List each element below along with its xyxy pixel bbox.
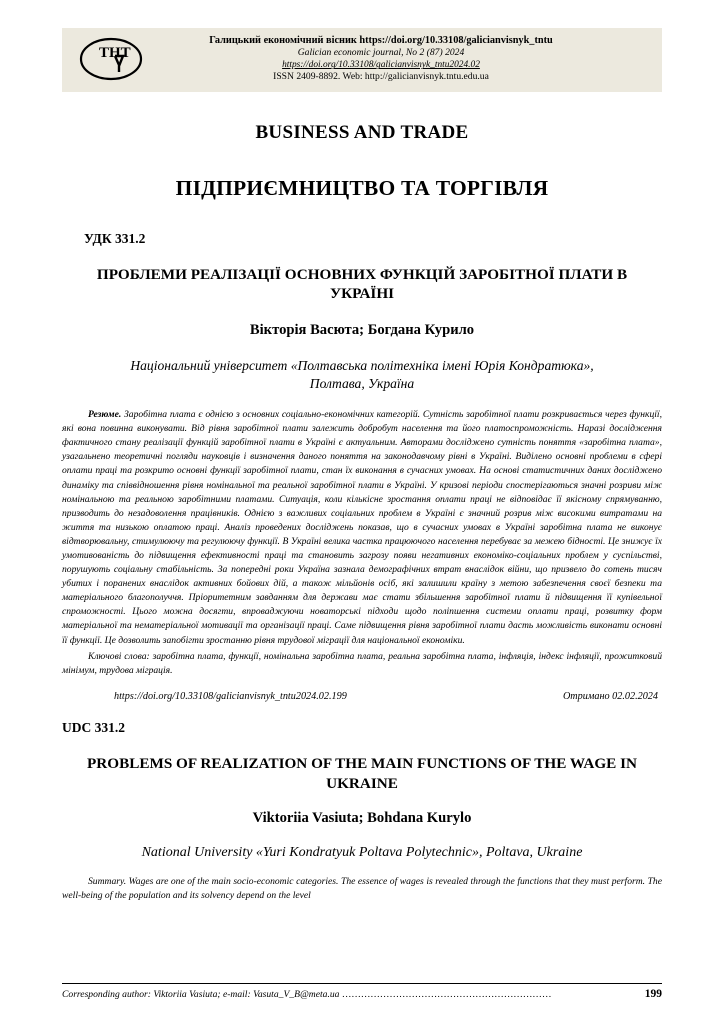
tntu-logo-icon [79, 36, 143, 82]
journal-logo [72, 36, 150, 82]
journal-issn: ISSN 2409-8892. Web: http://galicianvisnyk.tntu.edu.ua [273, 71, 489, 83]
summary-label: Summary. [88, 876, 127, 888]
udc-code-ukrainian: УДК 331.2 [84, 230, 146, 246]
page-number: 199 [644, 988, 662, 1000]
keywords-label: Ключові слова: [88, 650, 150, 662]
section-title-english: BUSINESS AND TRADE [255, 121, 469, 143]
article-doi[interactable]: https://doi.org/10.33108/galicianvisnyk_tntu2024.02.199 [114, 690, 347, 702]
received-date: Отримано 02.02.2024 [562, 690, 658, 702]
article-title-english: PROBLEMS OF REALIZATION OF THE MAIN FUNCTIONS OF THE WAGE IN UKRAINE [87, 754, 637, 792]
journal-issue: Galician economic journal, No 2 (87) 2024 [297, 47, 465, 59]
abstract-body: Заробітна плата є однією з основних соціально-економічних категорій. Сутність заробітної плати розкривається через функції, які вона повинна виконувати. Від рівня заробітної плати залежить добробут населення та його платоспроможність. Наразі дослідження фактичного стану реалізації функцій заробітної плати в Україні є актуальним. Авторами досліджено сутність поняття «заробітна плата», узагальнено теоретичні погляди науковців і визначення даного поняття на законодавчому рівні в Україні. Виділено основні проблеми в сфері оплати праці та розкрито основні функції заробітної плати, стан їх виконання в сучасних умовах. На основі статистичних даних досліджено динаміку та співвідношення рівня номінальної та реальної заробітної плати в Україні. У кризові періоди спостерігаються значні розриви між номінальною та реальною заробітними платами. Ситуація, коли кількісне зростання оплати праці не відповідає її якісному спрямуванню, призводить до незадоволення працівників. Однією з важливих соціальних проблем в Україні є значний розрив між високими витратами на життя та низькою оплатою праці. Аналіз проведених досліджень показав, що в сучасних умовах в Україні заробітна плата не виконує відтворювальну, стимулюючу та регулюючу функції. В Україні велика частка працюючого населення перебуває за межею бідності. Це знижує їх умотивованість до підвищення ефективності праці та становить загрозу появи негативних економіко-соціальних проблем у суспільстві, порушують соціальну стабільність. За попередні роки Україна зазнала демографічних втрат внаслідок війни, що призвело до сотень тисяч убитих і поранених внаслідок активних бойових дій, а також мільйонів осіб, які залишили країну з метою забезпечення своєї безпеки та матеріального благополуччя. Пріоритетним завданням для держави має стати збільшення заробітної плати й підвищення її купівельної спроможності. Цього можна досягти, впроваджуючи новаторські підходи щодо поліпшення системи оплати праці, розвитку форм матеріальної та нематеріальної мотивації та організації праці. Саме підвищення рівня заробітної плати дасть можливість виконати основні її функції. Це дозволить запобігти зростанню рівня трудової міграції для національної економіки. [62, 409, 662, 646]
journal-doi-link[interactable]: https://doi.org/10.33108/galicianvisnyk_tntu2024.02 [282, 60, 480, 71]
summary-english [62, 875, 662, 903]
journal-header [62, 28, 662, 92]
article-title-ukrainian: ПРОБЛЕМИ РЕАЛІЗАЦІЇ ОСНОВНИХ ФУНКЦІЙ ЗАРОБІТНОЇ ПЛАТИ В УКРАЇНІ [96, 265, 628, 303]
journal-title: Галицький економічний вісник https://doi.org/10.33108/galicianvisnyk_tntu [209, 35, 553, 46]
keywords-ukrainian [62, 650, 662, 678]
authors-ukrainian: Вікторія Васюта; Богдана Курило [249, 321, 475, 338]
abstract-ukrainian [62, 408, 662, 648]
page-footer [62, 983, 662, 1000]
footer-dot-leader: ………………………………………………………… [342, 989, 553, 1000]
udc-code-english: UDC 331.2 [62, 719, 125, 735]
authors-english: Viktoriia Vasiuta; Bohdana Kurylo [252, 810, 472, 827]
section-title-ukrainian: ПІДПРИЄМНИЦТВО ТА ТОРГІВЛЯ [175, 175, 549, 200]
keywords-body: заробітна плата, функції, номінальна заробітна плата, реальна заробітна плата, інфляція, індекс інфляції, прожитковий мінімум, трудова міграція. [62, 650, 662, 676]
svg-text:ТНТ: ТНТ [99, 44, 131, 61]
corresponding-author: Corresponding author: Viktoriia Vasiuta; e-mail: Vasuta_V_B@meta.ua [62, 989, 340, 1000]
summary-body: Wages are one of the main socio-economic categories. The essence of wages is revealed through the functions that they must perform. The well-being of the population and its solvency depend on the level [62, 876, 662, 902]
affiliation-english: National University «Yuri Kondratyuk Poltava Polytechnic», Poltava, Ukraine [141, 845, 583, 861]
abstract-label: Резюме. [88, 409, 122, 421]
doi-received-row [62, 691, 662, 702]
affiliation-ukrainian: Національний університет «Полтавська політехніка імені Юрія Кондратюка», Полтава, Україна [130, 357, 594, 391]
